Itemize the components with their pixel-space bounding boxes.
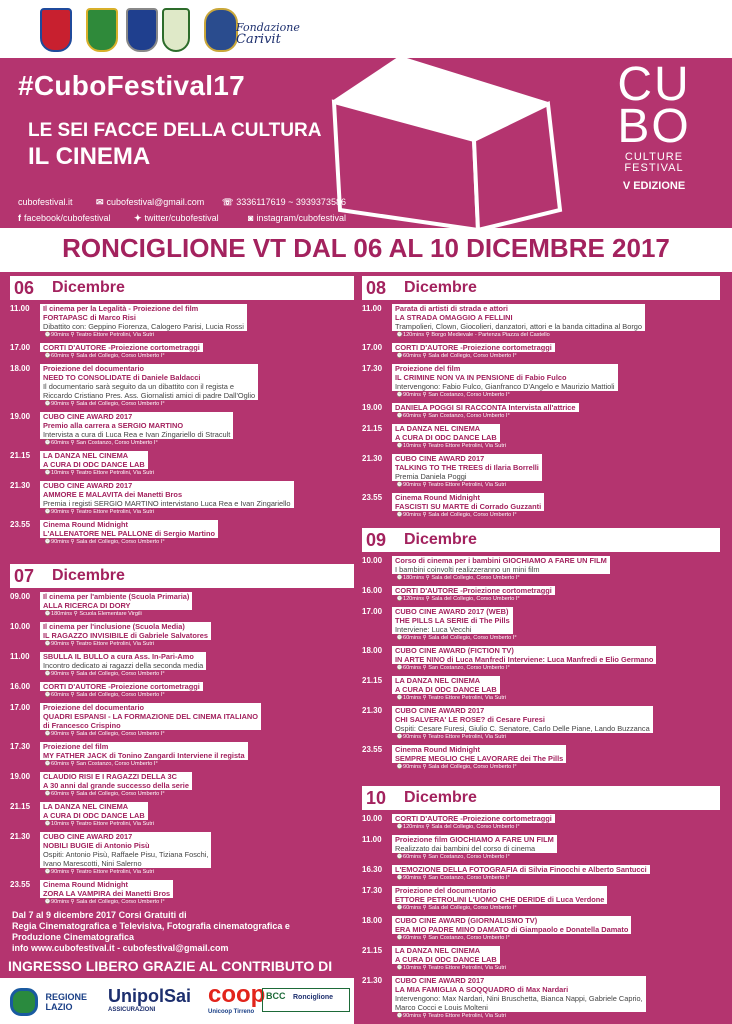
event-details — [392, 916, 631, 934]
event-time: 17.30 — [362, 886, 383, 895]
event-description-line: Intervengono: Fabio Fulco, Gianfranco D'Angelo e Maurizio Mattioli — [395, 382, 615, 391]
event-description-line: Ospiti: Antonio Pisù, Raffaele Pisu, Tiziana Foschi, — [43, 850, 209, 859]
event-time: 21.30 — [362, 976, 383, 985]
headline: RONCIGLIONE VT DAL 06 AL 10 DICEMBRE 2017 — [62, 233, 670, 263]
event-title-line: CUBO CINE AWARD (GIORNALISMO TV) — [395, 916, 538, 925]
event-description-line: Marco Cocci e Louis Molteni — [395, 1003, 488, 1012]
event-title-line: CUBO CINE AWARD 2017 — [395, 706, 485, 715]
event-title-line: CORTI D'AUTORE -Proiezione cortometraggi — [395, 586, 552, 595]
event-duration-venue: ⌚90mins ⚲ Teatro Ettore Petrolini, Via Sutri — [396, 1013, 507, 1019]
event-details — [40, 364, 258, 400]
event-title-line: IN ARTE NINO di Luca Manfredi Interviene: Luca Manfredi e Elio Germano — [395, 655, 654, 664]
event-duration-venue: ⌚90mins ⚲ Sala del Collegio, Corso Umberto I° — [396, 764, 517, 770]
event-details — [40, 481, 294, 508]
event-title-line: CUBO CINE AWARD (FICTION TV) — [395, 646, 514, 655]
event-details — [40, 682, 203, 691]
event-title-line: CUBO CINE AWARD 2017 (WEB) — [395, 607, 509, 616]
day-header — [362, 786, 720, 810]
day-month: Dicembre — [52, 567, 125, 584]
event-duration-venue: ⌚60mins ⚲ San Costanzo, Corso Umberto I° — [396, 854, 510, 860]
event-time: 21.15 — [362, 946, 383, 955]
event-title-line: Cinema Round Midnight — [395, 493, 480, 502]
event-duration-venue: ⌚60mins ⚲ Sala del Collegio, Corso Umberto I° — [396, 635, 517, 641]
event-title-line: Proiezione del documentario — [43, 364, 145, 373]
day-number: 06 — [14, 278, 35, 298]
event-title-line: CORTI D'AUTORE -Proiezione cortometraggi — [43, 343, 200, 352]
event-time: 10.00 — [362, 814, 383, 823]
event-title-line: ERA MIO PADRE MINO DAMATO di Giampaolo e Donatella Damato — [395, 925, 629, 934]
contact-twitter[interactable]: ✦ twitter/cubofestival — [134, 213, 219, 223]
facebook-icon: f — [18, 213, 21, 223]
event-title-line: DANIELA POGGI SI RACCONTA Intervista all'attrice — [395, 403, 576, 412]
event-details — [40, 880, 173, 898]
event-title-line: IL RAGAZZO INVISIBILE di Gabriele Salvatores — [43, 631, 208, 640]
event-title-line: CUBO CINE AWARD 2017 — [395, 976, 485, 985]
event-description-line: I bambini coinvolti realizzeranno un mini film — [395, 565, 540, 574]
event-duration-venue: ⌚180mins ⚲ Sala del Collegio, Corso Umberto I° — [396, 575, 520, 581]
event-time: 21.30 — [10, 481, 31, 490]
event-time: 21.30 — [362, 706, 383, 715]
event-duration-venue: ⌚180mins ⚲ Scuola Elementare Virgili — [44, 611, 142, 617]
event-title-line: LA DANZA NEL CINEMA — [43, 802, 129, 811]
festival-theme: IL CINEMA — [28, 143, 151, 170]
event-duration-venue: ⌚120mins ⚲ Borgo Medievale - Partenza Piazza del Castello — [396, 332, 550, 338]
event-duration-venue: ⌚60mins ⚲ Sala del Collegio, Corso Umberto I° — [396, 353, 517, 359]
event-title-line: CHI SALVERA' LE ROSE? di Cesare Furesi — [395, 715, 545, 724]
event-details — [40, 343, 203, 352]
event-title-line: Il cinema per la Legalità - Proiezione del film — [43, 304, 199, 313]
event-time: 21.15 — [10, 802, 31, 811]
event-title-line: L'ALLENATORE NEL PALLONE di Sergio Martino — [43, 529, 216, 538]
event-duration-venue: ⌚90mins ⚲ Teatro Ettore Petrolini, Via Sutri — [396, 734, 507, 740]
event-title-line: LA DANZA NEL CINEMA — [395, 676, 481, 685]
event-title-line: Corso di cinema per i bambini GIOCHIAMO A FARE UN FILM — [395, 556, 607, 565]
event-time: 23.55 — [362, 493, 383, 502]
event-time: 21.15 — [362, 676, 383, 685]
event-description-line: Ospiti: Cesare Furesi, Giulio C. Senatore, Carlo Delle Piane, Lando Buzzanca — [395, 724, 650, 733]
event-time: 19.00 — [10, 412, 31, 421]
event-title-line: QUADRI ESPANSI - LA FORMAZIONE DEL CINEMA ITALIANO — [43, 712, 259, 721]
unipolsai-logo: UnipolSai ASSICURAZIONI — [108, 986, 192, 1013]
free-entry-banner: INGRESSO LIBERO GRAZIE AL CONTRIBUTO DI — [8, 958, 333, 974]
event-title-line: Proiezione del documentario — [43, 703, 145, 712]
event-title-line: ZORA LA VAMPIRA dei Manetti Bros — [43, 889, 171, 898]
event-title-line: L'EMOZIONE DELLA FOTOGRAFIA di Silvia Finocchi e Alberto Santucci — [395, 865, 647, 874]
event-title-line: LA STRADA OMAGGIO A FELLINI — [395, 313, 513, 322]
event-title-line: LA DANZA NEL CINEMA — [395, 946, 481, 955]
event-details — [392, 403, 579, 412]
event-description-line: Intervengono: Max Nardari, Nini Bruschetta, Bianca Nappi, Gabriele Caprio, — [395, 994, 643, 1003]
event-duration-venue: ⌚60mins ⚲ Sala del Collegio, Corso Umberto I° — [396, 905, 517, 911]
regione-lazio-icon — [10, 988, 38, 1016]
event-details — [40, 622, 211, 640]
event-duration-venue: ⌚90mins ⚲ Sala del Collegio, Corso Umberto I° — [44, 401, 165, 407]
event-details — [392, 586, 555, 595]
bcc-ronciglione-logo: BCC Ronciglione — [262, 988, 350, 1012]
event-title-line: A CURA DI ODC DANCE LAB — [395, 955, 497, 964]
event-title-line: THE PILLS LA SERIE di The Pills — [395, 616, 510, 625]
event-duration-venue: ⌚60mins ⚲ Sala del Collegio, Corso Umberto I° — [44, 692, 165, 698]
event-title-line: A CURA DI ODC DANCE LAB — [43, 460, 145, 469]
event-title-line: Proiezione film GIOCHIAMO A FARE UN FILM — [395, 835, 554, 844]
event-description-line: Realizzato dai bambini del corso di cinema — [395, 844, 536, 853]
event-title-line: IL CRIMINE NON VA IN PENSIONE di Fabio Fulco — [395, 373, 567, 382]
event-time: 18.00 — [362, 646, 383, 655]
event-duration-venue: ⌚10mins ⚲ Teatro Ettore Petrolini, Via Sutri — [44, 821, 155, 827]
event-title-line: TALKING TO THE TREES di Ilaria Borrelli — [395, 463, 539, 472]
event-details — [40, 742, 248, 760]
cubo-logo: CU BO CULTURE FESTIVAL V EDIZIONE — [617, 58, 691, 192]
event-time: 23.55 — [10, 520, 31, 529]
event-description-line: Incontro dedicato ai ragazzi della seconda media — [43, 661, 204, 670]
event-time: 23.55 — [10, 880, 31, 889]
event-title-line: CLAUDIO RISI E I RAGAZZI DELLA 3C — [43, 772, 177, 781]
twitter-icon: ✦ — [134, 213, 142, 223]
event-title-line: CORTI D'AUTORE -Proiezione cortometraggi — [43, 682, 200, 691]
event-description-line: Trampolieri, Clown, Giocolieri, danzatori, attori e la banda cittadina al Borgo — [395, 322, 643, 331]
event-time: 17.00 — [10, 343, 31, 352]
event-title-line: Cinema Round Midnight — [395, 745, 480, 754]
event-time: 21.15 — [10, 451, 31, 460]
event-details — [392, 814, 555, 823]
event-description-line: Riccardo Cristiano Pres. Ass. Giornalisti amici di padre Dall'Oglio — [43, 391, 256, 400]
event-details — [40, 772, 192, 790]
day-number: 08 — [366, 278, 387, 298]
event-duration-venue: ⌚10mins ⚲ Teatro Ettore Petrolini, Via Sutri — [44, 470, 155, 476]
event-time: 17.00 — [10, 703, 31, 712]
event-duration-venue: ⌚60mins ⚲ San Costanzo, Corso Umberto I° — [44, 761, 158, 767]
event-title-line: A CURA DI ODC DANCE LAB — [395, 433, 497, 442]
contact-facebook[interactable]: f facebook/cubofestival — [18, 213, 111, 223]
event-details — [392, 646, 656, 664]
day-header — [362, 528, 720, 552]
event-duration-venue: ⌚90mins ⚲ San Costanzo, Corso Umberto I° — [396, 875, 510, 881]
event-title-line: Il cinema per l'inclusione (Scuola Media) — [43, 622, 185, 631]
event-details — [392, 424, 500, 442]
event-duration-venue: ⌚120mins ⚲ Sala del Collegio, Corso Umberto I° — [396, 824, 520, 830]
event-title-line: Cinema Round Midnight — [43, 520, 128, 529]
event-details — [40, 592, 192, 610]
event-title-line: ALLA RICERCA DI DORY — [43, 601, 131, 610]
event-title-line: ETTORE PETROLINI L'UOMO CHE DERIDE di Luca Verdone — [395, 895, 605, 904]
email-icon: ✉ — [96, 197, 104, 207]
event-title-line: A CURA DI ODC DANCE LAB — [395, 685, 497, 694]
event-time: 10.00 — [362, 556, 383, 565]
event-time: 17.30 — [362, 364, 383, 373]
event-title-line: SBULLA IL BULLO a cura Ass. In-Pari-Amo — [43, 652, 194, 661]
event-details — [392, 745, 566, 763]
event-duration-venue: ⌚90mins ⚲ Sala del Collegio, Corso Umberto I° — [396, 512, 517, 518]
event-title-line: NOBILI BUGIE di Antonio Pisù — [43, 841, 150, 850]
event-time: 21.30 — [362, 454, 383, 463]
event-details — [392, 676, 500, 694]
event-description-line: Dibattito con: Geppino Fiorenza, Calogero Parisi, Lucia Rossi — [43, 322, 244, 331]
event-title-line: Parata di artisti di strada e attori — [395, 304, 508, 313]
event-time: 09.00 — [10, 592, 31, 601]
phone-icon: ☏ — [222, 197, 234, 207]
event-time: 21.15 — [362, 424, 383, 433]
event-time: 17.00 — [362, 343, 383, 352]
event-title-line: CUBO CINE AWARD 2017 — [43, 832, 133, 841]
event-time: 18.00 — [10, 364, 31, 373]
event-title-line: LA DANZA NEL CINEMA — [395, 424, 481, 433]
event-details — [392, 607, 513, 634]
event-duration-venue: ⌚60mins ⚲ San Costanzo, Corso Umberto I° — [396, 413, 510, 419]
contact-phone: ☏ 3336117619 ~ 3939373586 — [222, 197, 346, 207]
event-duration-venue: ⌚10mins ⚲ Teatro Ettore Petrolini, Via Sutri — [396, 695, 507, 701]
event-duration-venue: ⌚90mins ⚲ Sala del Collegio, Corso Umberto I° — [44, 731, 165, 737]
event-duration-venue: ⌚60mins ⚲ Sala del Collegio, Corso Umberto I° — [44, 353, 165, 359]
event-title-line: A CURA DI ODC DANCE LAB — [43, 811, 145, 820]
event-time: 11.00 — [362, 304, 382, 313]
fondazione-carivit-logo: Fondazione Carivit — [236, 21, 300, 47]
event-duration-venue: ⌚10mins ⚲ Teatro Ettore Petrolini, Via Sutri — [396, 443, 507, 449]
event-duration-venue: ⌚90mins ⚲ Sala del Collegio, Corso Umberto I° — [44, 899, 165, 905]
event-details — [40, 652, 206, 670]
event-time: 17.00 — [362, 607, 383, 616]
event-title-line: Proiezione del documentario — [395, 886, 497, 895]
event-time: 11.00 — [10, 304, 30, 313]
contact-email[interactable]: ✉ cubofestival@gmail.com — [96, 197, 205, 207]
event-title-line: MY FATHER JACK di Tonino Zangardi Interviene il regista — [43, 751, 245, 760]
event-details — [392, 976, 646, 1012]
event-title-line: CORTI D'AUTORE -Proiezione cortometraggi — [395, 814, 552, 823]
event-duration-venue: ⌚120mins ⚲ Sala del Collegio, Corso Umberto I° — [396, 596, 520, 602]
event-details — [392, 493, 544, 511]
event-title-line: Premio alla carrera a SERGIO MARTINO — [43, 421, 184, 430]
day-month: Dicembre — [52, 279, 125, 296]
event-time: 21.30 — [10, 832, 31, 841]
day-month: Dicembre — [404, 279, 477, 296]
event-title-line: LA DANZA NEL CINEMA — [43, 451, 129, 460]
day-number: 10 — [366, 788, 387, 808]
event-title-line: A 30 anni dal grande successo della serie — [43, 781, 189, 790]
event-title-line: Proiezione del film — [395, 364, 461, 373]
event-details — [392, 364, 618, 391]
day-number: 07 — [14, 566, 35, 586]
coop-logo: coop Unicoop Tirreno — [208, 981, 266, 1015]
event-title-line: AMMORE E MALAVITA dei Manetti Bros — [43, 490, 183, 499]
event-duration-venue: ⌚90mins ⚲ Teatro Ettore Petrolini, Via Sutri — [44, 332, 155, 338]
event-title-line: FORTAPASC di Marco Risi — [43, 313, 136, 322]
event-title-line: FASCISTI SU MARTE di Corrado Guzzanti — [395, 502, 542, 511]
event-duration-venue: ⌚90mins ⚲ Sala del Collegio, Corso Umberto I° — [44, 671, 165, 677]
day-month: Dicembre — [404, 531, 477, 548]
event-details — [40, 304, 247, 331]
event-title-line: Il cinema per l'ambiente (Scuola Primaria) — [43, 592, 190, 601]
event-details — [392, 706, 653, 733]
event-details — [40, 520, 218, 538]
festival-subtitle: LE SEI FACCE DELLA CULTURA — [28, 120, 322, 141]
day-header — [10, 564, 354, 588]
event-time: 19.00 — [362, 403, 383, 412]
event-details — [392, 343, 555, 352]
event-time: 11.00 — [10, 652, 30, 661]
event-title-line: CORTI D'AUTORE -Proiezione cortometraggi — [395, 343, 552, 352]
event-time: 17.30 — [10, 742, 31, 751]
event-details — [40, 802, 148, 820]
event-time: 23.55 — [362, 745, 383, 754]
event-title-line: CUBO CINE AWARD 2017 — [43, 412, 133, 421]
event-description-line: Premia Daniela Poggi — [395, 472, 467, 481]
contact-website[interactable]: cubofestival.it — [18, 197, 73, 207]
event-duration-venue: ⌚60mins ⚲ San Costanzo, Corso Umberto I° — [44, 440, 158, 446]
event-duration-venue: ⌚90mins ⚲ Teatro Ettore Petrolini, Via Sutri — [44, 509, 155, 515]
event-duration-venue: ⌚60mins ⚲ Sala del Collegio, Corso Umberto I° — [44, 791, 165, 797]
event-title-line: CUBO CINE AWARD 2017 — [395, 454, 485, 463]
event-title-line: Cinema Round Midnight — [43, 880, 128, 889]
event-description-line: Ivano Marescotti, Nini Salerno — [43, 859, 142, 868]
sponsor-strip — [0, 978, 354, 1024]
event-details — [40, 832, 211, 868]
event-duration-venue: ⌚10mins ⚲ Teatro Ettore Petrolini, Via Sutri — [396, 965, 507, 971]
event-duration-venue: ⌚60mins ⚲ San Costanzo, Corso Umberto I° — [396, 665, 510, 671]
event-details — [40, 451, 148, 469]
day-header — [362, 276, 720, 300]
event-details — [392, 835, 557, 853]
event-time: 10.00 — [10, 622, 31, 631]
event-title-line: SEMPRE MEGLIO CHE LAVORARE dei The Pills — [395, 754, 564, 763]
event-details — [40, 412, 233, 439]
event-duration-venue: ⌚90mins ⚲ San Costanzo, Corso Umberto I° — [396, 392, 510, 398]
event-description-line: Premia i registi SERGIO MARTINO intervistano Luca Rea e Ivan Zingariello — [43, 499, 291, 508]
event-time: 19.00 — [10, 772, 31, 781]
event-title-line: CUBO CINE AWARD 2017 — [43, 481, 133, 490]
event-title-line: di Francesco Crispino — [43, 721, 121, 730]
event-duration-venue: ⌚90mins ⚲ Sala del Collegio, Corso Umberto I° — [44, 539, 165, 545]
event-duration-venue: ⌚90mins ⚲ Teatro Ettore Petrolini, Via Sutri — [396, 482, 507, 488]
event-time: 16.00 — [362, 586, 383, 595]
regione-lazio-logo: REGIONE LAZIO — [10, 988, 87, 1016]
event-details — [392, 865, 650, 874]
event-details — [392, 454, 542, 481]
day-month: Dicembre — [404, 789, 477, 806]
event-title-line: Proiezione del film — [43, 742, 109, 751]
festival-hashtag: #CuboFestival17 — [18, 70, 246, 101]
event-duration-venue: ⌚60mins ⚲ San Costanzo, Corso Umberto I° — [396, 935, 510, 941]
event-time: 16.00 — [10, 682, 31, 691]
contact-instagram[interactable]: ◙ instagram/cubofestival — [248, 213, 346, 223]
day-header — [10, 276, 354, 300]
event-duration-venue: ⌚90mins ⚲ Teatro Ettore Petrolini, Via Sutri — [44, 641, 155, 647]
event-details — [392, 556, 610, 574]
event-title-line: LA MIA FAMIGLIA A SOQQUADRO di Max Nardari — [395, 985, 569, 994]
event-time: 16.30 — [362, 865, 383, 874]
instagram-icon: ◙ — [248, 213, 254, 223]
event-description-line: Interviene: Luca Vecchi — [395, 625, 472, 634]
courses-info: Dal 7 al 9 dicembre 2017 Corsi Gratuiti di Regia Cinematografica e Televisiva, Fotografia cinematografica e Produzione Cinematografica info www.cubofestival.it - cubofestival@gmail.com — [12, 910, 290, 953]
event-duration-venue: ⌚90mins ⚲ Teatro Ettore Petrolini, Via Sutri — [44, 869, 155, 875]
event-description-line: Intervista a cura di Luca Rea e Ivan Zingariello di Stracult — [43, 430, 231, 439]
event-description-line: Il documentario sarà seguito da un dibattito con il regista e — [43, 382, 235, 391]
day-number: 09 — [366, 530, 387, 550]
event-time: 18.00 — [362, 916, 383, 925]
event-details — [392, 304, 645, 331]
event-time: 11.00 — [362, 835, 382, 844]
event-title-line: NEED TO CONSOLIDATE di Daniele Baldacci — [43, 373, 201, 382]
event-details — [40, 703, 261, 730]
event-details — [392, 946, 500, 964]
event-details — [392, 886, 607, 904]
